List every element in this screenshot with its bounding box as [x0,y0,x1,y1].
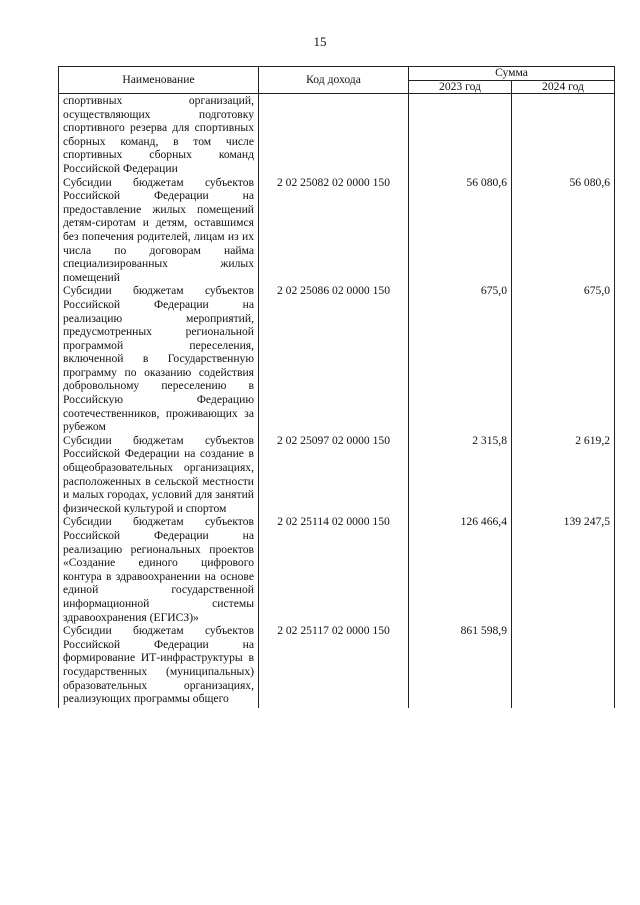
page-number: 15 [313,34,327,49]
row-name: спортивных организаций, осуществляющих подготовку спортивного резерва для спортивных сборных команд, в том числе спортивных сборных команд Российской Федерации [59,94,259,176]
row-value-2023: 126 466,4 [409,515,512,624]
revenue-table [58,66,615,708]
row-code: 2 02 25097 02 0000 150 [259,434,409,516]
table-row [59,94,615,176]
row-value-2024 [512,94,615,176]
row-value-2024: 675,0 [512,284,615,434]
header-name: Наименование [59,67,259,94]
row-code: 2 02 25114 02 0000 150 [259,515,409,624]
table-row [59,624,615,708]
header-code: Код дохода [259,67,409,94]
row-name: Субсидии бюджетам субъектов Российской Федерации на создание в общеобразовательных организациях, расположенных в сельской местности и малых городах, условий для занятий физической культурой и спортом [59,434,259,516]
header-year-2023: 2023 год [409,80,512,94]
row-value-2024 [512,624,615,708]
header-year-2024: 2024 год [512,80,615,94]
row-code: 2 02 25082 02 0000 150 [259,176,409,285]
row-value-2023 [409,94,512,176]
row-name: Субсидии бюджетам субъектов Российской Федерации на предоставление жилых помещений детям-сиротам и детям, оставшимся без попечения родителей, лицам из их числа по договорам найма специализированных жилых помещений [59,176,259,285]
row-code: 2 02 25117 02 0000 150 [259,624,409,708]
row-value-2023: 2 315,8 [409,434,512,516]
table-row [59,284,615,434]
table-row [59,434,615,516]
row-name: Субсидии бюджетам субъектов Российской Федерации на реализацию мероприятий, предусмотренных региональной программой переселения, включенной в Государственную программу по оказанию содействия добровольному переселению в Российскую Федерацию соотечественников, проживающих за рубежом [59,284,259,434]
row-code [259,94,409,176]
row-value-2023: 675,0 [409,284,512,434]
row-value-2023: 56 080,6 [409,176,512,285]
header-sum: Сумма [409,67,615,81]
row-value-2024: 56 080,6 [512,176,615,285]
row-name: Субсидии бюджетам субъектов Российской Федерации на реализацию региональных проектов «Создание единого цифрового контура в здравоохранении на основе единой государственной информационной системы здравоохранения (ЕГИСЗ)» [59,515,259,624]
table-row [59,515,615,624]
row-code: 2 02 25086 02 0000 150 [259,284,409,434]
row-value-2023: 861 598,9 [409,624,512,708]
row-name: Субсидии бюджетам субъектов Российской Федерации на формирование ИТ-инфраструктуры в государственных (муниципальных) образовательных организациях, реализующих программы общего [59,624,259,708]
table-row [59,176,615,285]
row-value-2024: 139 247,5 [512,515,615,624]
row-value-2024: 2 619,2 [512,434,615,516]
